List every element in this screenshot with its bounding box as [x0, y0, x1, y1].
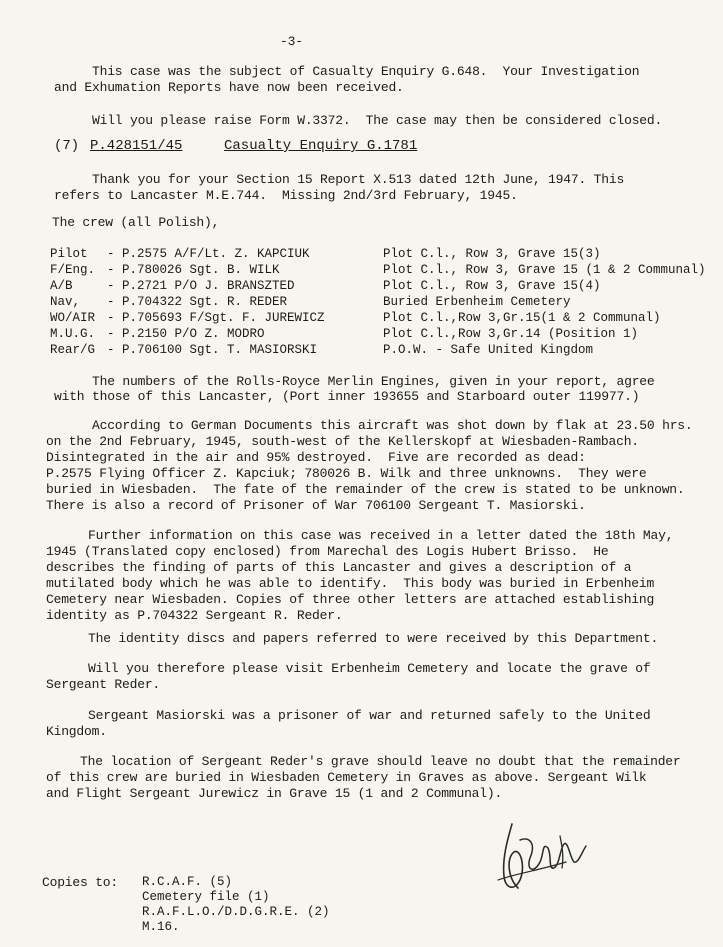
crew-burial-note: Plot C.l., Row 3, Grave 15(4) [383, 279, 601, 293]
copies-item: Cemetery file (1) [142, 890, 270, 904]
para3-line-2: refers to Lancaster M.E.744. Missing 2nd/3rd February, 1945. [54, 188, 518, 203]
para5-line-3: Disintegrated in the air and 95% destroyed. Five are recorded as dead: [46, 450, 586, 465]
para8-line-1: Will you therefore please visit Erbenheim Cemetery and locate the grave of [88, 661, 651, 676]
crew-dash: - [107, 343, 115, 357]
para2-line-1: Will you please raise Form W.3372. The case may then be considered closed. [92, 113, 663, 128]
page-number: -3- [280, 34, 303, 49]
para10-line-1: The location of Sergeant Reder's grave should leave no doubt that the remainder [80, 754, 681, 769]
crew-details: P.780026 Sgt. B. WILK [122, 263, 280, 277]
handwritten-signature [490, 818, 600, 903]
para4-line-1: The numbers of the Rolls-Royce Merlin Engines, given in your report, agree [92, 374, 655, 389]
copies-item: R.C.A.F. (5) [142, 875, 233, 889]
para5-line-1: According to German Documents this aircraft was shot down by flak at 23.50 hrs. [92, 418, 693, 433]
para5-line-6: There is also a record of Prisoner of War 706100 Sergeant T. Masiorski. [46, 498, 586, 513]
item-number: (7) [54, 138, 80, 154]
crew-dash: - [107, 295, 115, 309]
crew-role: WO/AIR [50, 311, 96, 325]
crew-details: P.706100 Sgt. T. MASIORSKI [122, 343, 318, 357]
crew-details: P.704322 Sgt. R. REDER [122, 295, 288, 309]
crew-dash: - [107, 263, 115, 277]
copies-to-label: Copies to: [42, 875, 119, 890]
file-reference: P.428151/45 [90, 138, 183, 154]
crew-details: P.2150 P/O Z. MODRO [122, 327, 265, 341]
copies-item: R.A.F.L.O./D.D.G.R.E. (2) [142, 905, 330, 919]
para5-line-4: P.2575 Flying Officer Z. Kapciuk; 780026 B. Wilk and three unknowns. They were [46, 466, 647, 481]
para6-line-6: identity as P.704322 Sergeant R. Reder. [46, 608, 343, 623]
crew-role: Nav, [50, 295, 81, 309]
crew-burial-note: Plot C.l.,Row 3,Gr.15(1 & 2 Communal) [383, 311, 661, 325]
para5-line-2: on the 2nd February, 1945, south-west of the Kellerskopf at Wiesbaden-Rambach. [46, 434, 639, 449]
crew-burial-note: Buried Erbenheim Cemetery [383, 295, 571, 309]
crew-role: Pilot [50, 247, 88, 261]
para1-line-1: This case was the subject of Casualty Enquiry G.648. Your Investigation [92, 64, 640, 79]
para4-line-2: with those of this Lancaster, (Port inner 193655 and Starboard outer 119977.) [54, 389, 640, 404]
crew-role: A/B [50, 279, 73, 293]
para9-line-2: Kingdom. [46, 724, 107, 739]
para5-line-5: buried in Wiesbaden. The fate of the remainder of the crew is stated to be unknown. [46, 482, 685, 497]
para10-line-2: of this crew are buried in Wiesbaden Cemetery in Graves as above. Sergeant Wilk [46, 770, 647, 785]
para1-line-2: and Exhumation Reports have now been received. [54, 80, 404, 95]
crew-intro: The crew (all Polish), [52, 215, 220, 230]
para6-line-1: Further information on this case was received in a letter dated the 18th May, [88, 528, 674, 543]
para6-line-2: 1945 (Translated copy enclosed) from Marechal des Logis Hubert Brisso. He [46, 544, 609, 559]
crew-details: P.2575 A/F/Lt. Z. KAPCIUK [122, 247, 310, 261]
crew-role: Rear/G [50, 343, 96, 357]
para8-line-2: Sergeant Reder. [46, 677, 161, 692]
para7-line-1: The identity discs and papers referred to were received by this Department. [88, 631, 659, 646]
crew-role: M.U.G. [50, 327, 96, 341]
crew-burial-note: Plot C.l., Row 3, Grave 15 (1 & 2 Communal) [383, 263, 706, 277]
crew-role: F/Eng. [50, 263, 96, 277]
para9-line-1: Sergeant Masiorski was a prisoner of war and returned safely to the United [88, 708, 651, 723]
para6-line-3: describes the finding of parts of this Lancaster and gives a description of a [46, 560, 632, 575]
para10-line-3: and Flight Sergeant Jurewicz in Grave 15 (1 and 2 Communal). [46, 786, 503, 801]
para3-line-1: Thank you for your Section 15 Report X.513 dated 12th June, 1947. This [92, 172, 625, 187]
copies-item: M.16. [142, 920, 180, 934]
para6-line-5: Cemetery near Wiesbaden. Copies of three other letters are attached establishing [46, 592, 655, 607]
crew-burial-note: P.O.W. - Safe United Kingdom [383, 343, 594, 357]
crew-details: P.705693 F/Sgt. F. JUREWICZ [122, 311, 325, 325]
crew-burial-note: Plot C.l., Row 3, Grave 15(3) [383, 247, 601, 261]
crew-dash: - [107, 279, 115, 293]
enquiry-reference: Casualty Enquiry G.1781 [224, 138, 418, 154]
crew-dash: - [107, 247, 115, 261]
crew-details: P.2721 P/O J. BRANSZTED [122, 279, 295, 293]
crew-dash: - [107, 327, 115, 341]
crew-burial-note: Plot C.l.,Row 3,Gr.14 (Position 1) [383, 327, 639, 341]
para6-line-4: mutilated body which he was able to identify. This body was buried in Erbenheim [46, 576, 655, 591]
copies-list [142, 875, 330, 935]
crew-dash: - [107, 311, 115, 325]
